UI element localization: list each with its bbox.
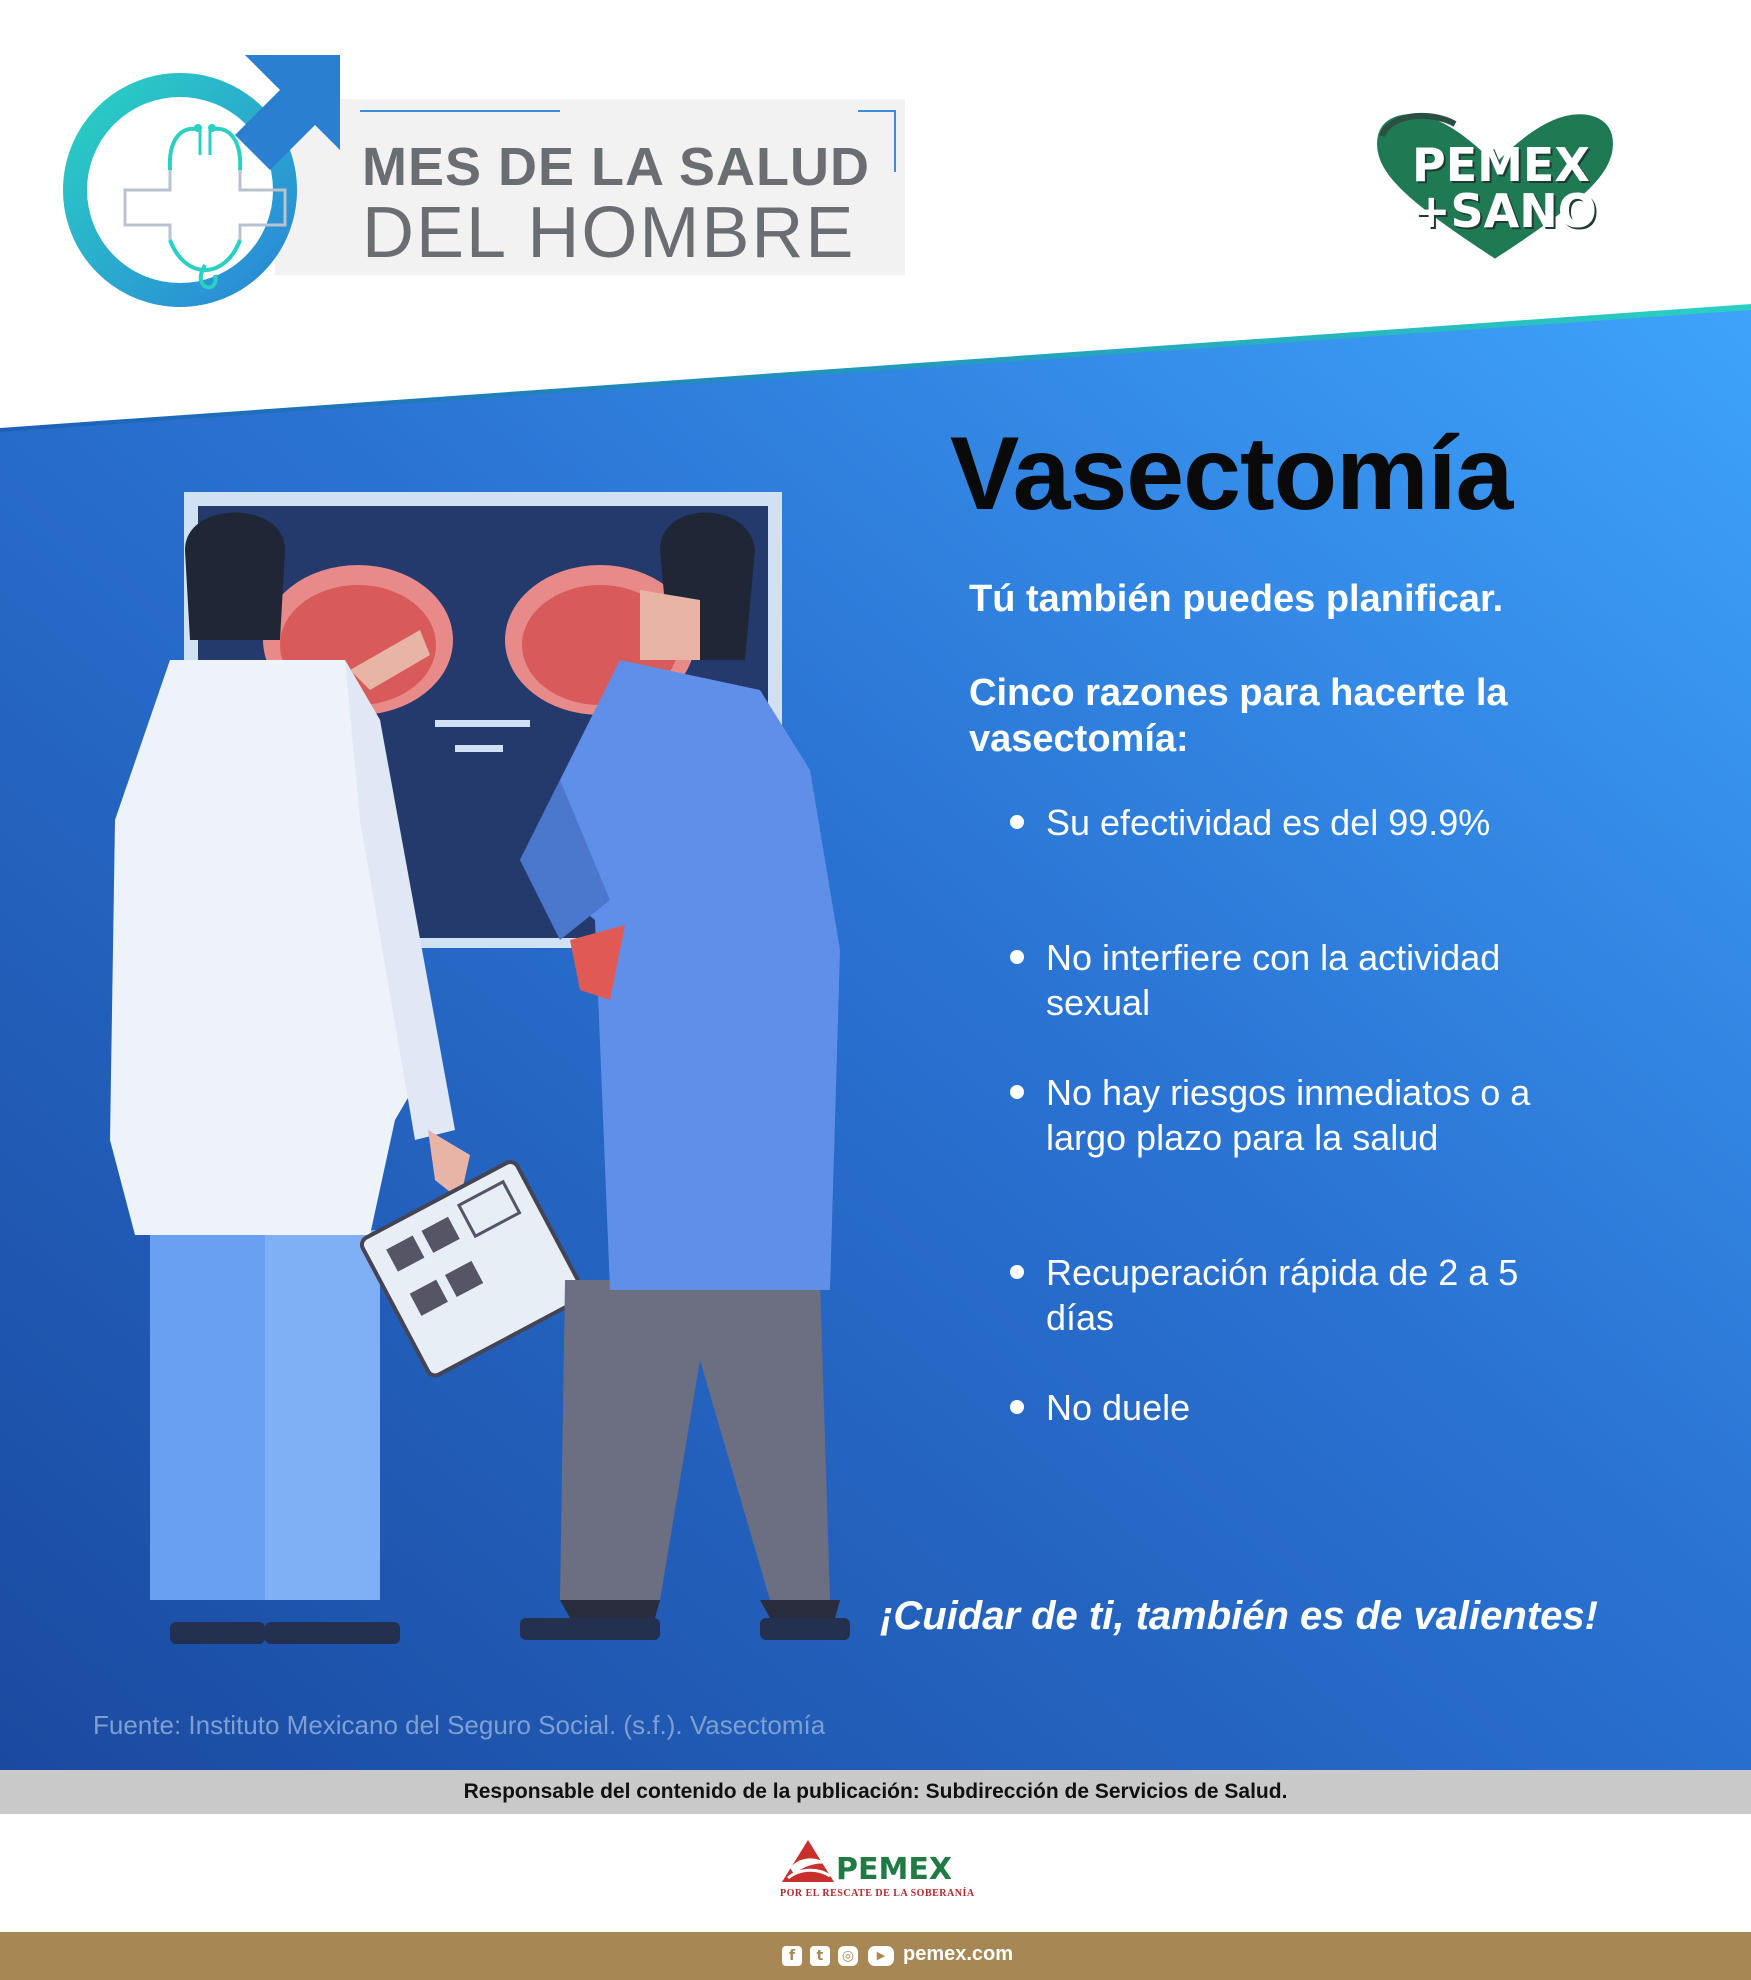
pemex-brand: PEMEX: [836, 1852, 952, 1887]
youtube-icon[interactable]: ▶: [868, 1946, 894, 1966]
header-divider: [360, 110, 560, 112]
page-title: Vasectomía: [950, 416, 1513, 532]
reasons-intro: Cinco razones para hacerte la vasectomía:: [969, 672, 1508, 760]
logo-text-pemex: PEMEX: [1412, 138, 1590, 192]
bullet-icon: [1010, 1265, 1024, 1279]
pemex-eagle-icon: [780, 1838, 836, 1886]
website-link[interactable]: pemex.com: [903, 1943, 1014, 1965]
bullet-icon: [1010, 950, 1024, 964]
campaign-title-line2: DEL HOMBRE: [362, 193, 856, 273]
list-item: No hay riesgos inmediatos o a largo plazo para la salud: [1046, 1072, 1531, 1158]
instagram-icon[interactable]: ◎: [838, 1946, 858, 1966]
slogan: ¡Cuidar de ti, también es de valientes!: [880, 1594, 1598, 1638]
campaign-title-line1: MES DE LA SALUD: [362, 137, 871, 197]
source-citation: Fuente: Instituto Mexicano del Seguro Social. (s.f.). Vasectomía: [93, 1710, 826, 1740]
responsible-note: Responsable del contenido de la publicación: Subdirección de Servicios de Salud.: [463, 1780, 1288, 1803]
list-item: No duele: [1046, 1387, 1191, 1428]
male-stethoscope-icon: [50, 50, 350, 320]
logo-text-sano: +SANO: [1412, 184, 1597, 238]
bullet-icon: [1010, 815, 1024, 829]
pemex-tagline: POR EL RESCATE DE LA SOBERANÍA: [780, 1888, 975, 1899]
list-item: No interfiere con la actividad sexual: [1046, 937, 1501, 1023]
list-item: Su efectividad es del 99.9%: [1046, 802, 1491, 843]
bullet-icon: [1010, 1400, 1024, 1414]
facebook-icon[interactable]: f: [782, 1946, 802, 1966]
twitter-icon[interactable]: t: [810, 1946, 830, 1966]
bullet-icon: [1010, 1085, 1024, 1099]
list-item: Recuperación rápida de 2 a 5 días: [1046, 1252, 1519, 1338]
subtitle: Tú también puedes planificar.: [969, 578, 1504, 620]
